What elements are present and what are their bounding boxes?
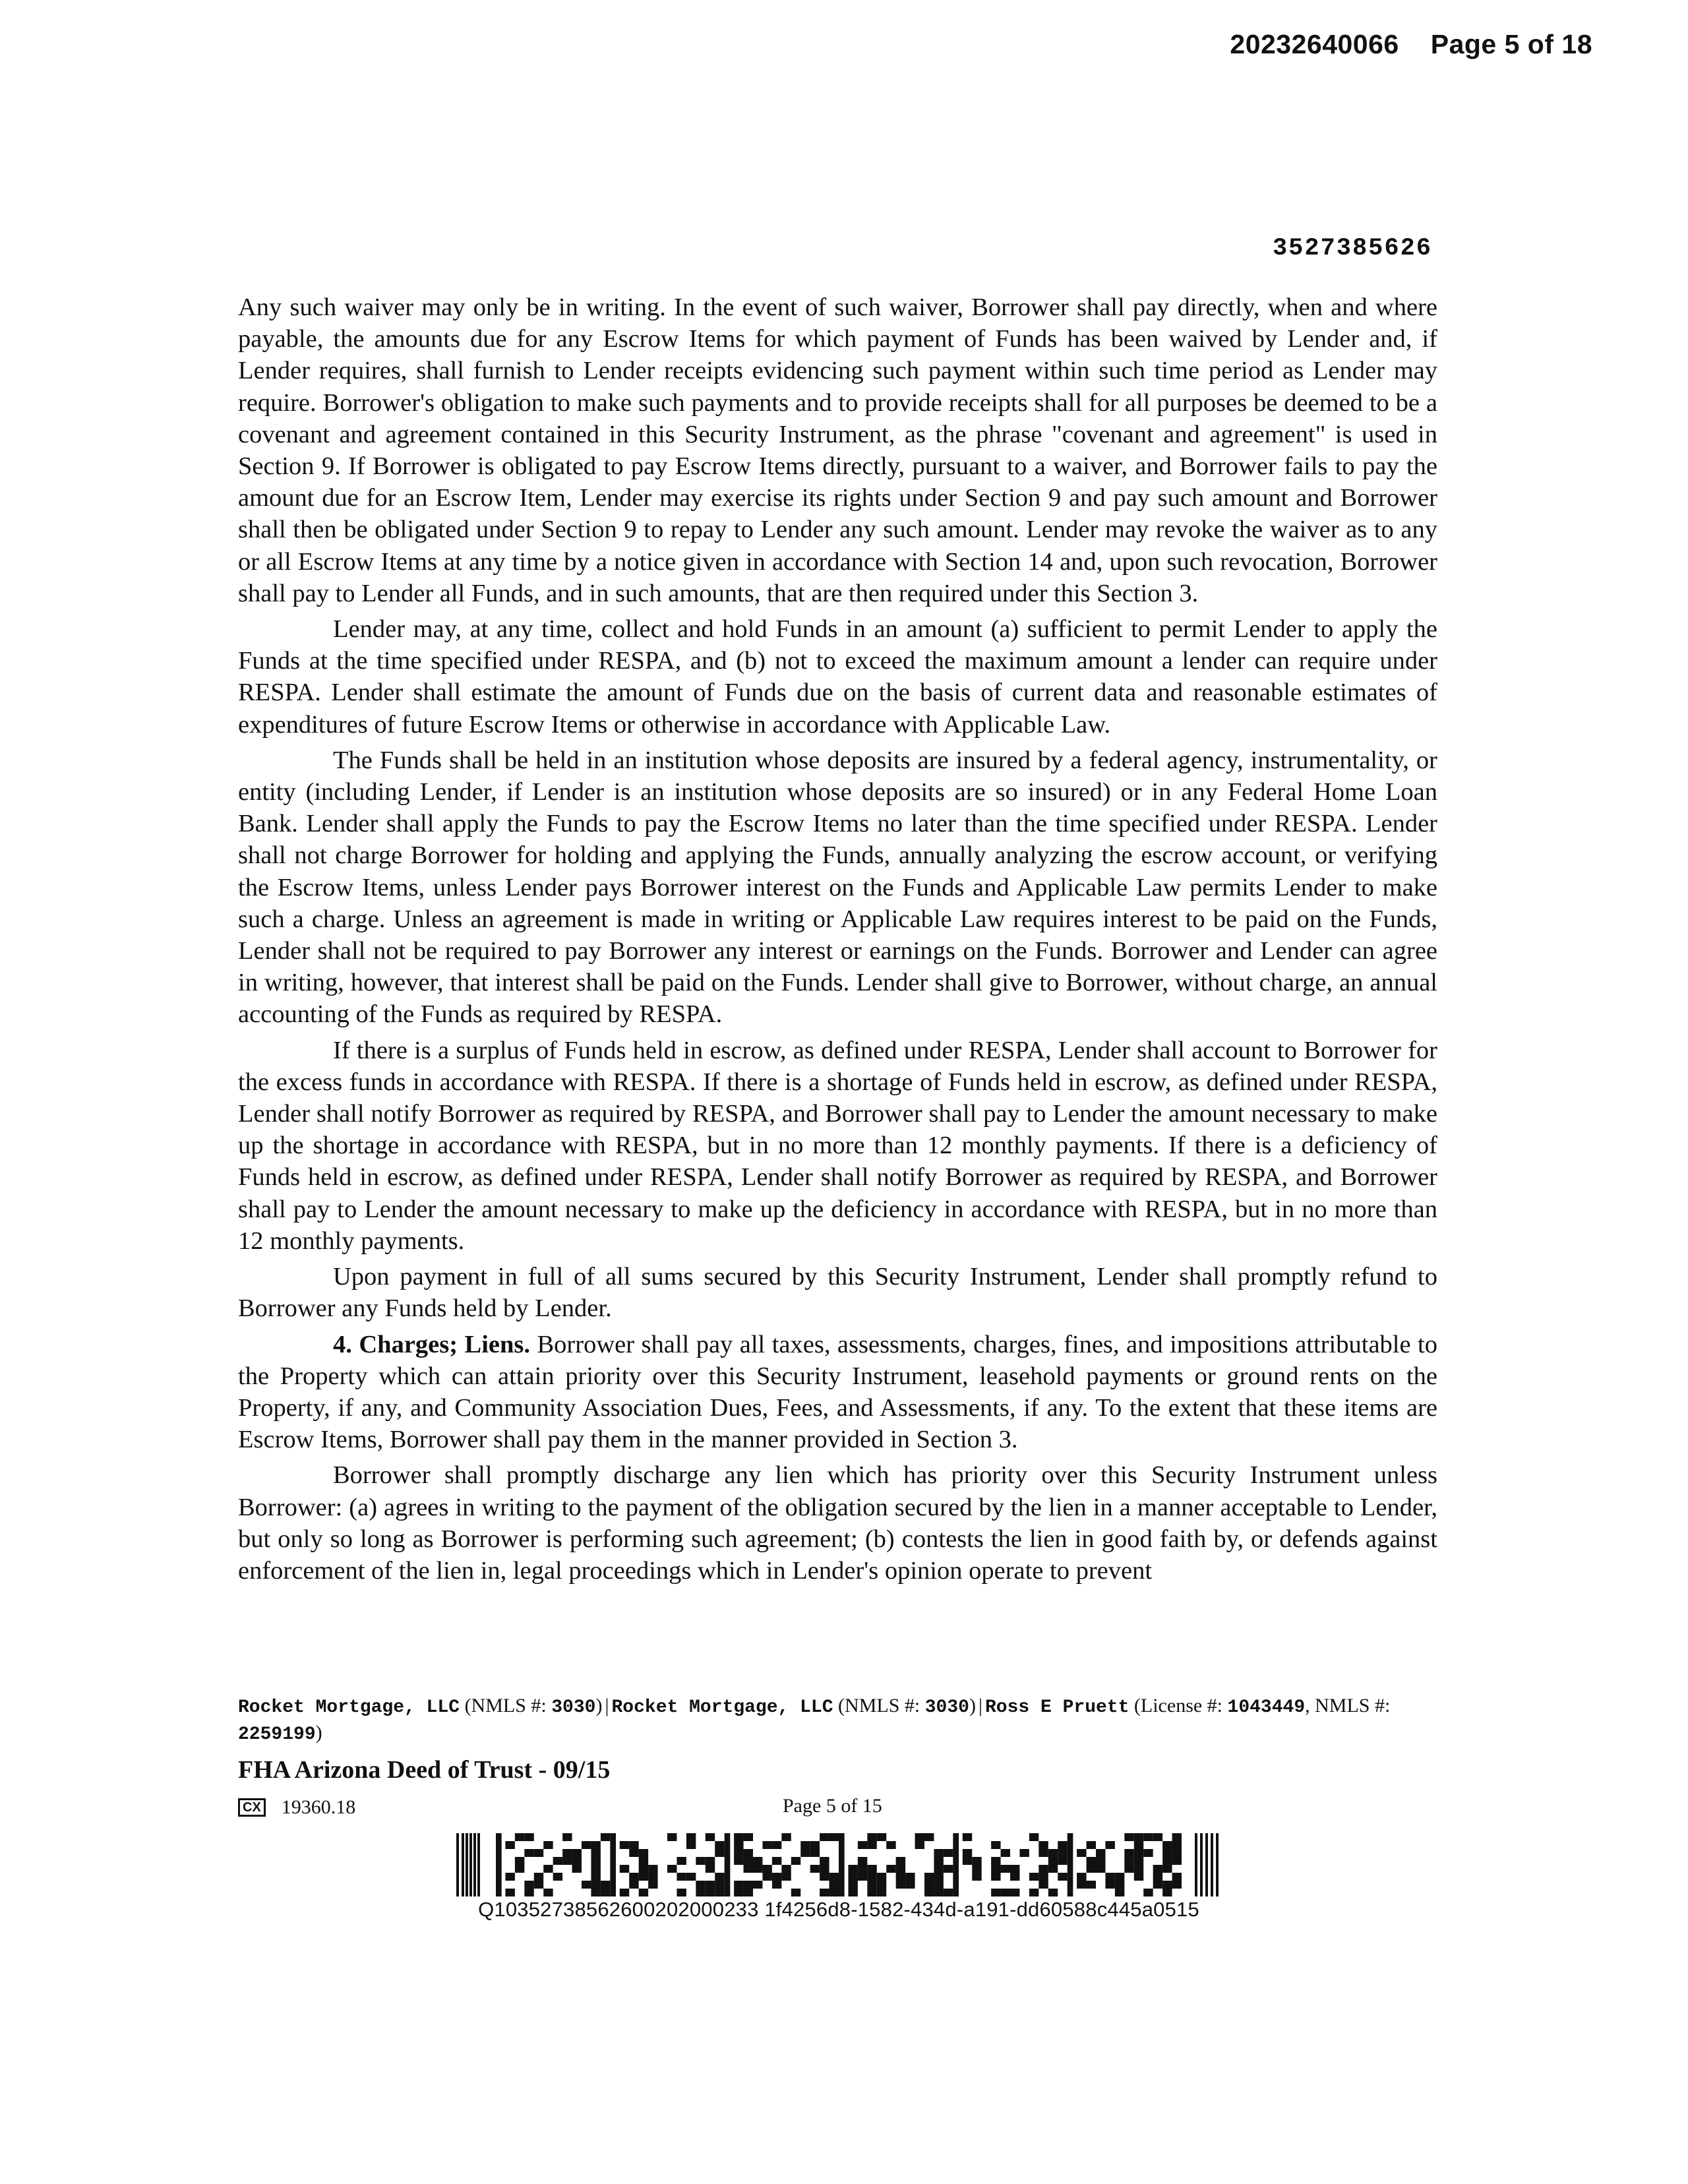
paragraph (238, 291, 1437, 609)
paren-close: ) (315, 1722, 322, 1744)
recording-number: 20232640066 (1230, 29, 1399, 59)
originator-nmls: 2259199 (238, 1724, 316, 1745)
lender-name: Rocket Mortgage, LLC (611, 1697, 833, 1718)
nmls-number: 3030 (551, 1697, 596, 1718)
nmls-label: , NMLS #: (1305, 1695, 1391, 1716)
license-label: (License #: (1133, 1695, 1228, 1716)
form-title: FHA Arizona Deed of Trust - 09/15 (238, 1756, 611, 1784)
paragraph (238, 1329, 1437, 1456)
paragraph (238, 1261, 1437, 1324)
paragraph (238, 1035, 1437, 1257)
barcode-text: Q10352738562600202000233 1f4256d8-1582-434d-a191-dd60588c445a0515 (478, 1898, 1199, 1921)
paragraph-text: Borrower shall pay all taxes, assessments, charges, fines, and impositions attributable to the Property which can attain priority over this Security Instrument, leasehold payments or ground rents on the Property, if any, and Community Association Dues, Fees, and Assessments, if any. To the extent that these items are Escrow Items, Borrower shall pay them in the manner provided in Section 3. (238, 1330, 1437, 1454)
paren-close: ) (969, 1695, 976, 1716)
document-body (238, 291, 1437, 1591)
originator-name: Ross E Pruett (984, 1697, 1130, 1718)
separator: | (605, 1695, 609, 1716)
paragraph-text: Lender may, at any time, collect and hold Funds in an amount (a) sufficient to permit Lender to apply the Funds at the time specified under RESPA, and (b) not to exceed the maximum amount a lender can require under RESPA. Lender shall estimate the amount of Funds due on the basis of current data and reasonable estimates of expenditures of future Escrow Items or otherwise in accordance with Applicable Law. (238, 615, 1437, 739)
paragraph-text: Upon payment in full of all sums secured by this Security Instrument, Lender shall promptly refund to Borrower any Funds held by Lender. (238, 1263, 1437, 1323)
section-heading: 4. Charges; Liens. (333, 1330, 531, 1358)
page-indicator: Page 5 of 15 (783, 1795, 882, 1817)
separator: | (978, 1695, 982, 1716)
paren-close: ) (595, 1695, 603, 1716)
barcode (456, 1833, 1221, 1896)
cx-logo-icon: CX (238, 1798, 266, 1817)
paragraph-text: If there is a surplus of Funds held in escrow, as defined under RESPA, Lender shall account to Borrower for the excess funds in accordance with RESPA. If there is a shortage of Funds held in escrow, as defined under RESPA, Lender shall notify Borrower as required by RESPA, and Borrower shall pay to Lender the amount necessary to make up the shortage in accordance with RESPA, but in no more than 12 monthly payments. If there is a deficiency of Funds held in escrow, as defined under RESPA, Lender shall notify Borrower as required by RESPA, and Borrower shall pay to Lender the amount necessary to make up the deficiency in accordance with RESPA, but in no more than 12 monthly payments. (238, 1036, 1437, 1255)
recording-page: Page 5 of 18 (1430, 29, 1592, 59)
form-line (238, 1795, 1437, 1821)
loan-number: 3527385626 (1272, 235, 1432, 262)
paragraph-text: Borrower shall promptly discharge any lien which has priority over this Security Instrument unless Borrower: (a) agrees in writing to the payment of the obligation secured by the lien in a manner acceptable to Lender, but only so long as Borrower is performing such agreement; (b) contests the lien in good faith by, or defends against enforcement of the lien in, legal proceedings which in Lender's opinion operate to prevent (238, 1461, 1437, 1585)
nmls-label: (NMLS #: (838, 1695, 925, 1716)
paragraph (238, 1459, 1437, 1587)
nmls-number: 3030 (924, 1697, 969, 1718)
recording-header (1230, 29, 1592, 60)
paragraph-text: The Funds shall be held in an institution whose deposits are insured by a federal agency, instrumentality, or entity (including Lender, if Lender is an institution whose deposits are so insured) or in any Federal Home Loan Bank. Lender shall apply the Funds to pay the Escrow Items no later than the time specified under RESPA. Lender shall not charge Borrower for holding and applying the Funds, annually analyzing the escrow account, or verifying the Escrow Items, unless Lender pays Borrower interest on the Funds and Applicable Law permits Lender to make such a charge. Unless an agreement is made in writing or Applicable Law requires interest to be paid on the Funds, Lender shall not be required to pay Borrower any interest or earnings on the Funds. Borrower and Lender can agree in writing, however, that interest shall be paid on the Funds. Lender shall give to Borrower, without charge, an annual accounting of the Funds as required by RESPA. (238, 746, 1437, 1029)
nmls-label: (NMLS #: (464, 1695, 552, 1716)
paragraph (238, 744, 1437, 1031)
paragraph (238, 613, 1437, 741)
paragraph-text: Any such waiver may only be in writing. In the event of such waiver, Borrower shall pay directly, when and where payable, the amounts due for any Escrow Items for which payment of Funds has been waived by Lender and, if Lender requires, shall furnish to Lender receipts evidencing such payment within such time period as Lender may require. Borrower's obligation to make such payments and to provide receipts shall for all purposes be deemed to be a covenant and agreement contained in this Security Instrument, as the phrase "covenant and agreement" is used in Section 9. If Borrower is obligated to pay Escrow Items directly, pursuant to a waiver, and Borrower fails to pay the amount due for an Escrow Item, Lender may exercise its rights under Section 9 and pay such amount and Borrower shall then be obligated under Section 9 to repay to Lender any such amount. Lender may revoke the waiver as to any or all Escrow Items at any time by a notice given in accordance with Section 14 and, upon such revocation, Borrower shall pay to Lender all Funds, and in such amounts, that are then required under this Section 3. (238, 293, 1437, 607)
form-number: 19360.18 (281, 1796, 356, 1819)
footer-parties (238, 1693, 1437, 1747)
license-number: 1043449 (1227, 1697, 1306, 1718)
lender-name: Rocket Mortgage, LLC (238, 1697, 460, 1718)
